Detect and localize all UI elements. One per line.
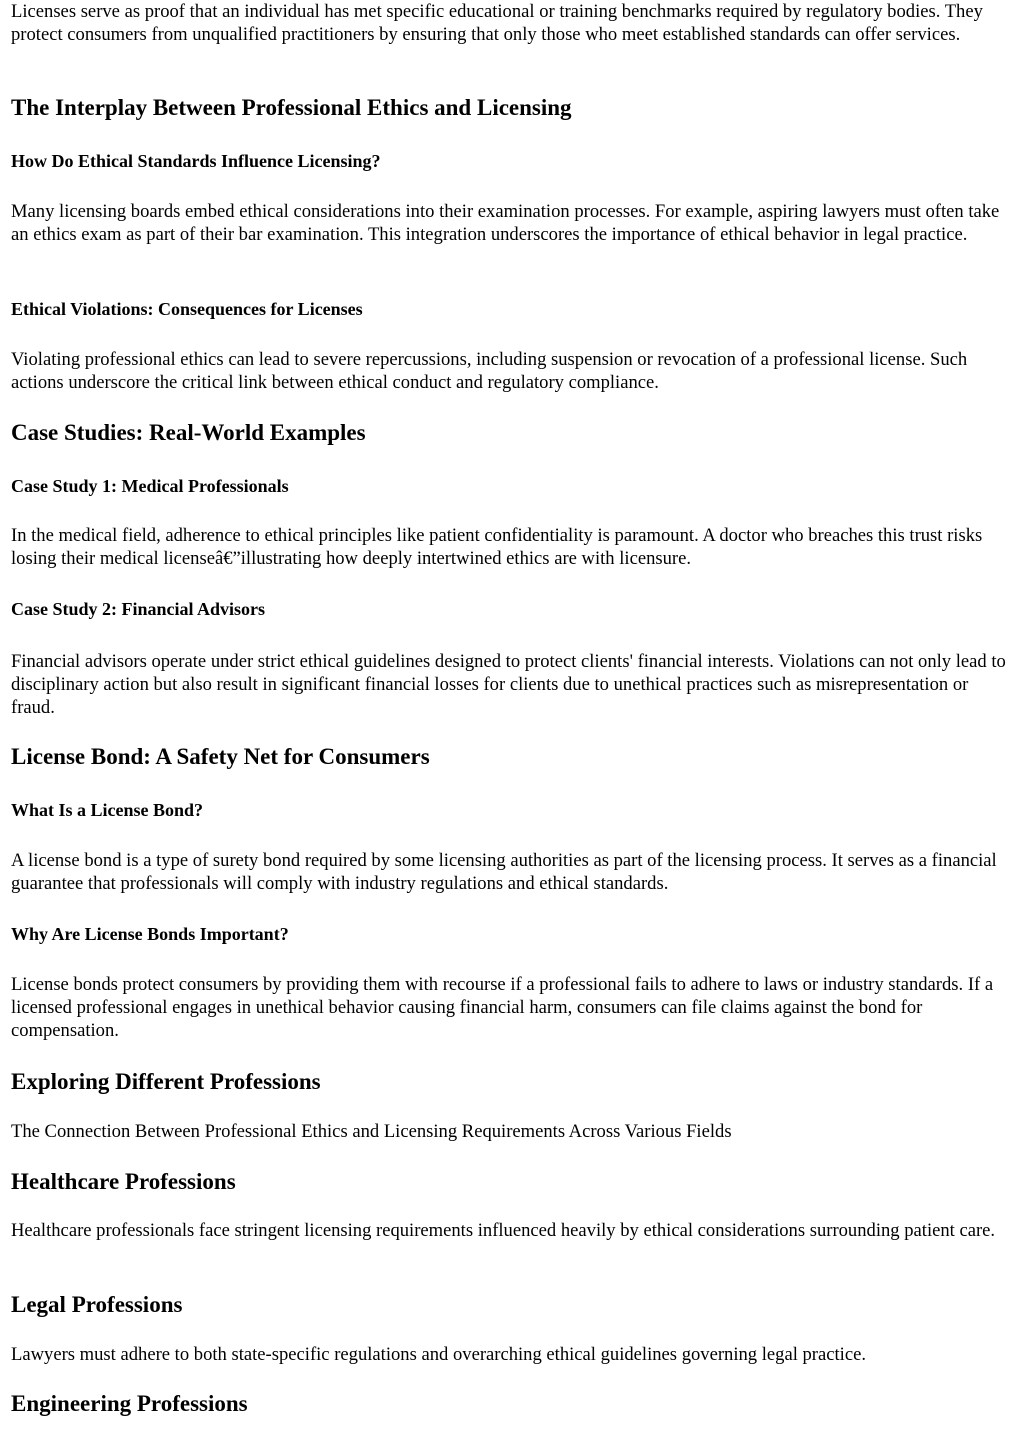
exploring-professions-intro: The Connection Between Professional Ethics and Licensing Requirements Across Various Fields xyxy=(11,1121,732,1142)
case-study-2-heading: Case Study 2: Financial Advisors xyxy=(11,599,266,619)
interplay-heading: The Interplay Between Professional Ethics and Licensing xyxy=(11,95,572,120)
engineering-professions-heading: Engineering Professions xyxy=(11,1391,248,1416)
what-is-license-bond-paragraph: A license bond is a type of surety bond required by some licensing authorities as part of the licensing process. It serves as a financial guarantee that professionals will comply with industry regulations and ethical standards. xyxy=(11,850,997,894)
ethical-violations-paragraph: Violating professional ethics can lead to severe repercussions, including suspension or revocation of a professional license. Such actions underscore the critical link between ethical conduct and regulatory compliance. xyxy=(11,349,968,393)
exploring-professions-heading: Exploring Different Professions xyxy=(11,1069,321,1094)
case-study-1-paragraph: In the medical field, adherence to ethical principles like patient confidentiality is paramount. A doctor who breaches this trust risks losing their medical licenseâ€”illustrating how deeply intertwined ethics are with licensure. xyxy=(11,525,983,569)
why-license-bonds-paragraph: License bonds protect consumers by providing them with recourse if a professional fails to adhere to laws or industry standards. If a licensed professional engages in unethical behavior causing financial harm, consumers can file claims against the bond for compensation. xyxy=(11,974,994,1041)
ethics-influence-paragraph: Many licensing boards embed ethical considerations into their examination processes. For example, aspiring lawyers must often take an ethics exam as part of their bar examination. This integration underscores the importance of ethical behavior in legal practice. xyxy=(11,201,1000,245)
what-is-license-bond-heading: What Is a License Bond? xyxy=(11,800,204,820)
license-bond-heading: License Bond: A Safety Net for Consumers xyxy=(11,744,430,769)
case-study-2-paragraph: Financial advisors operate under strict ethical guidelines designed to protect clients' financial interests. Violations can not only lead to disciplinary action but also result in significant financial losses for clients due to unethical practices such as misrepresentation or fraud. xyxy=(11,651,1006,718)
case-study-1-heading: Case Study 1: Medical Professionals xyxy=(11,476,289,496)
case-studies-heading: Case Studies: Real-World Examples xyxy=(11,420,366,445)
healthcare-professions-paragraph: Healthcare professionals face stringent licensing requirements influenced heavily by ethical considerations surrounding patient care. xyxy=(11,1220,996,1241)
legal-professions-heading: Legal Professions xyxy=(11,1292,183,1317)
legal-professions-paragraph: Lawyers must adhere to both state-specific regulations and overarching ethical guidelines governing legal practice. xyxy=(11,1344,866,1365)
ethical-violations-heading: Ethical Violations: Consequences for Licenses xyxy=(11,299,363,319)
ethics-influence-heading: How Do Ethical Standards Influence Licensing? xyxy=(11,151,381,171)
why-license-bonds-heading: Why Are License Bonds Important? xyxy=(11,924,289,944)
intro-paragraph: Licenses serve as proof that an individual has met specific educational or training benchmarks required by regulatory bodies. They protect consumers from unqualified practitioners by ensuring that only those who meet established standards can offer services. xyxy=(11,1,983,45)
healthcare-professions-heading: Healthcare Professions xyxy=(11,1169,236,1194)
